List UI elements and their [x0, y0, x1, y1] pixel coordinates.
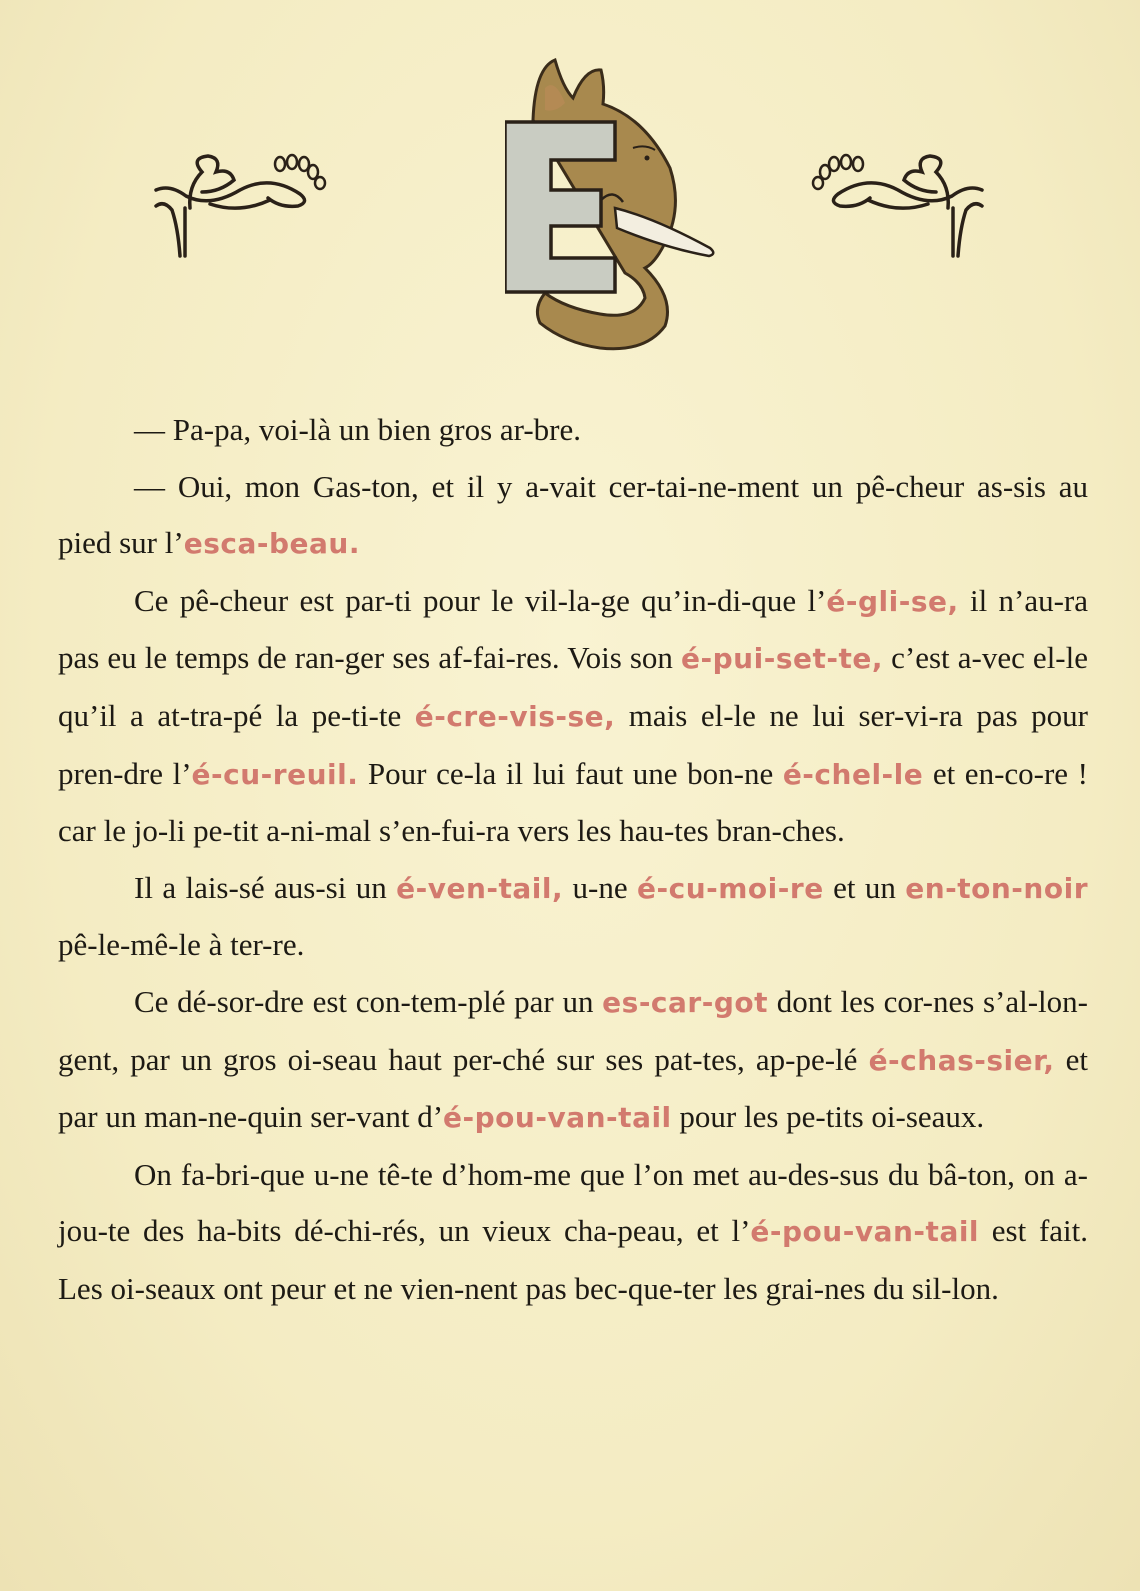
highlighted-word: é-cre-vis-se, [414, 699, 616, 733]
text-run: Ce pê-cheur est par-ti pour le vil-la-ge qu’in-di-que l’ [134, 582, 827, 618]
text-run: pê-le-mê-le à ter-re. [58, 927, 305, 963]
left-flourish-ornament-icon [150, 148, 330, 263]
paragraph [58, 402, 1088, 459]
text-run: Ce dé-sor-dre est con-tem-plé par un [134, 983, 603, 1019]
text-run: il n’au-ra pas eu le temps de ran-ger ses af-fai-res. Vois son [58, 582, 1088, 676]
highlighted-word: é-pou-van-tail [750, 1215, 980, 1249]
text-run: — Pa-pa, voi-là un bien gros ar-bre. [134, 412, 582, 447]
text-run: et par un man-ne-quin ser-vant d’ [58, 1041, 1088, 1135]
paragraph [58, 459, 1088, 573]
text-run: dont les cor-nes s’al-lon-gent, par un gros oi-seau haut per-ché sur ses pat-tes, ap-pe-lé [58, 983, 1088, 1077]
text-run: mais el-le ne lui ser-vi-ra pas pour pren-dre l’ [58, 697, 1088, 791]
highlighted-word: é-ven-tail, [396, 871, 564, 905]
text-run: est fait. Les oi-seaux ont peur et ne vien-nent pas bec-que-ter les grai-nes du sil-lon. [58, 1213, 1089, 1306]
highlighted-word: é-pou-van-tail [443, 1101, 672, 1135]
highlighted-word: é-chel-le [782, 757, 924, 791]
paragraph [58, 573, 1088, 860]
text-run: c’est a-vec el-le qu’il a at-tra-pé la pe-ti-te [58, 640, 1089, 733]
text-run: et un [823, 869, 906, 905]
highlighted-word: en-ton-noir [905, 871, 1088, 905]
highlighted-word: é-cu-reuil. [191, 757, 359, 791]
text-run: On fa-bri-que u-ne tê-te d’hom-me que l’on met au-des-sus du bâ-ton, on a-jou-te des ha-bits dé-chi-rés, un vieux cha-peau, et l’ [58, 1156, 1088, 1249]
text-run: Il a lais-sé aus-si un [134, 869, 397, 905]
highlighted-word: é-gli-se, [826, 584, 959, 618]
highlighted-word: é-chas-sier, [868, 1043, 1055, 1077]
paragraph [58, 1147, 1088, 1318]
highlighted-word: esca-beau. [183, 527, 360, 561]
paragraph [58, 974, 1088, 1147]
page-body-text [58, 402, 1088, 1318]
highlighted-word: é-pui-set-te, [681, 642, 884, 676]
text-run: et en-co-re ! car le jo-li pe-tit a-ni-mal s’en-fui-ra vers les hau-tes bran-ches. [58, 755, 1088, 849]
text-run: u-ne [563, 869, 637, 905]
text-run: — Oui, mon Gas-ton, et il y a-vait cer-tai-ne-ment un pê-cheur as-sis au pied sur l’ [58, 468, 1088, 561]
paragraph [58, 860, 1088, 974]
highlighted-word: es-car-got [602, 985, 769, 1019]
highlighted-word: é-cu-moi-re [636, 871, 824, 905]
right-flourish-ornament-icon [808, 148, 988, 263]
text-run: pour les pe-tits oi-seaux. [671, 1099, 985, 1135]
elephant-letter-e-illustration [505, 58, 725, 353]
text-run: Pour ce-la il lui faut une bon-ne [358, 755, 783, 791]
